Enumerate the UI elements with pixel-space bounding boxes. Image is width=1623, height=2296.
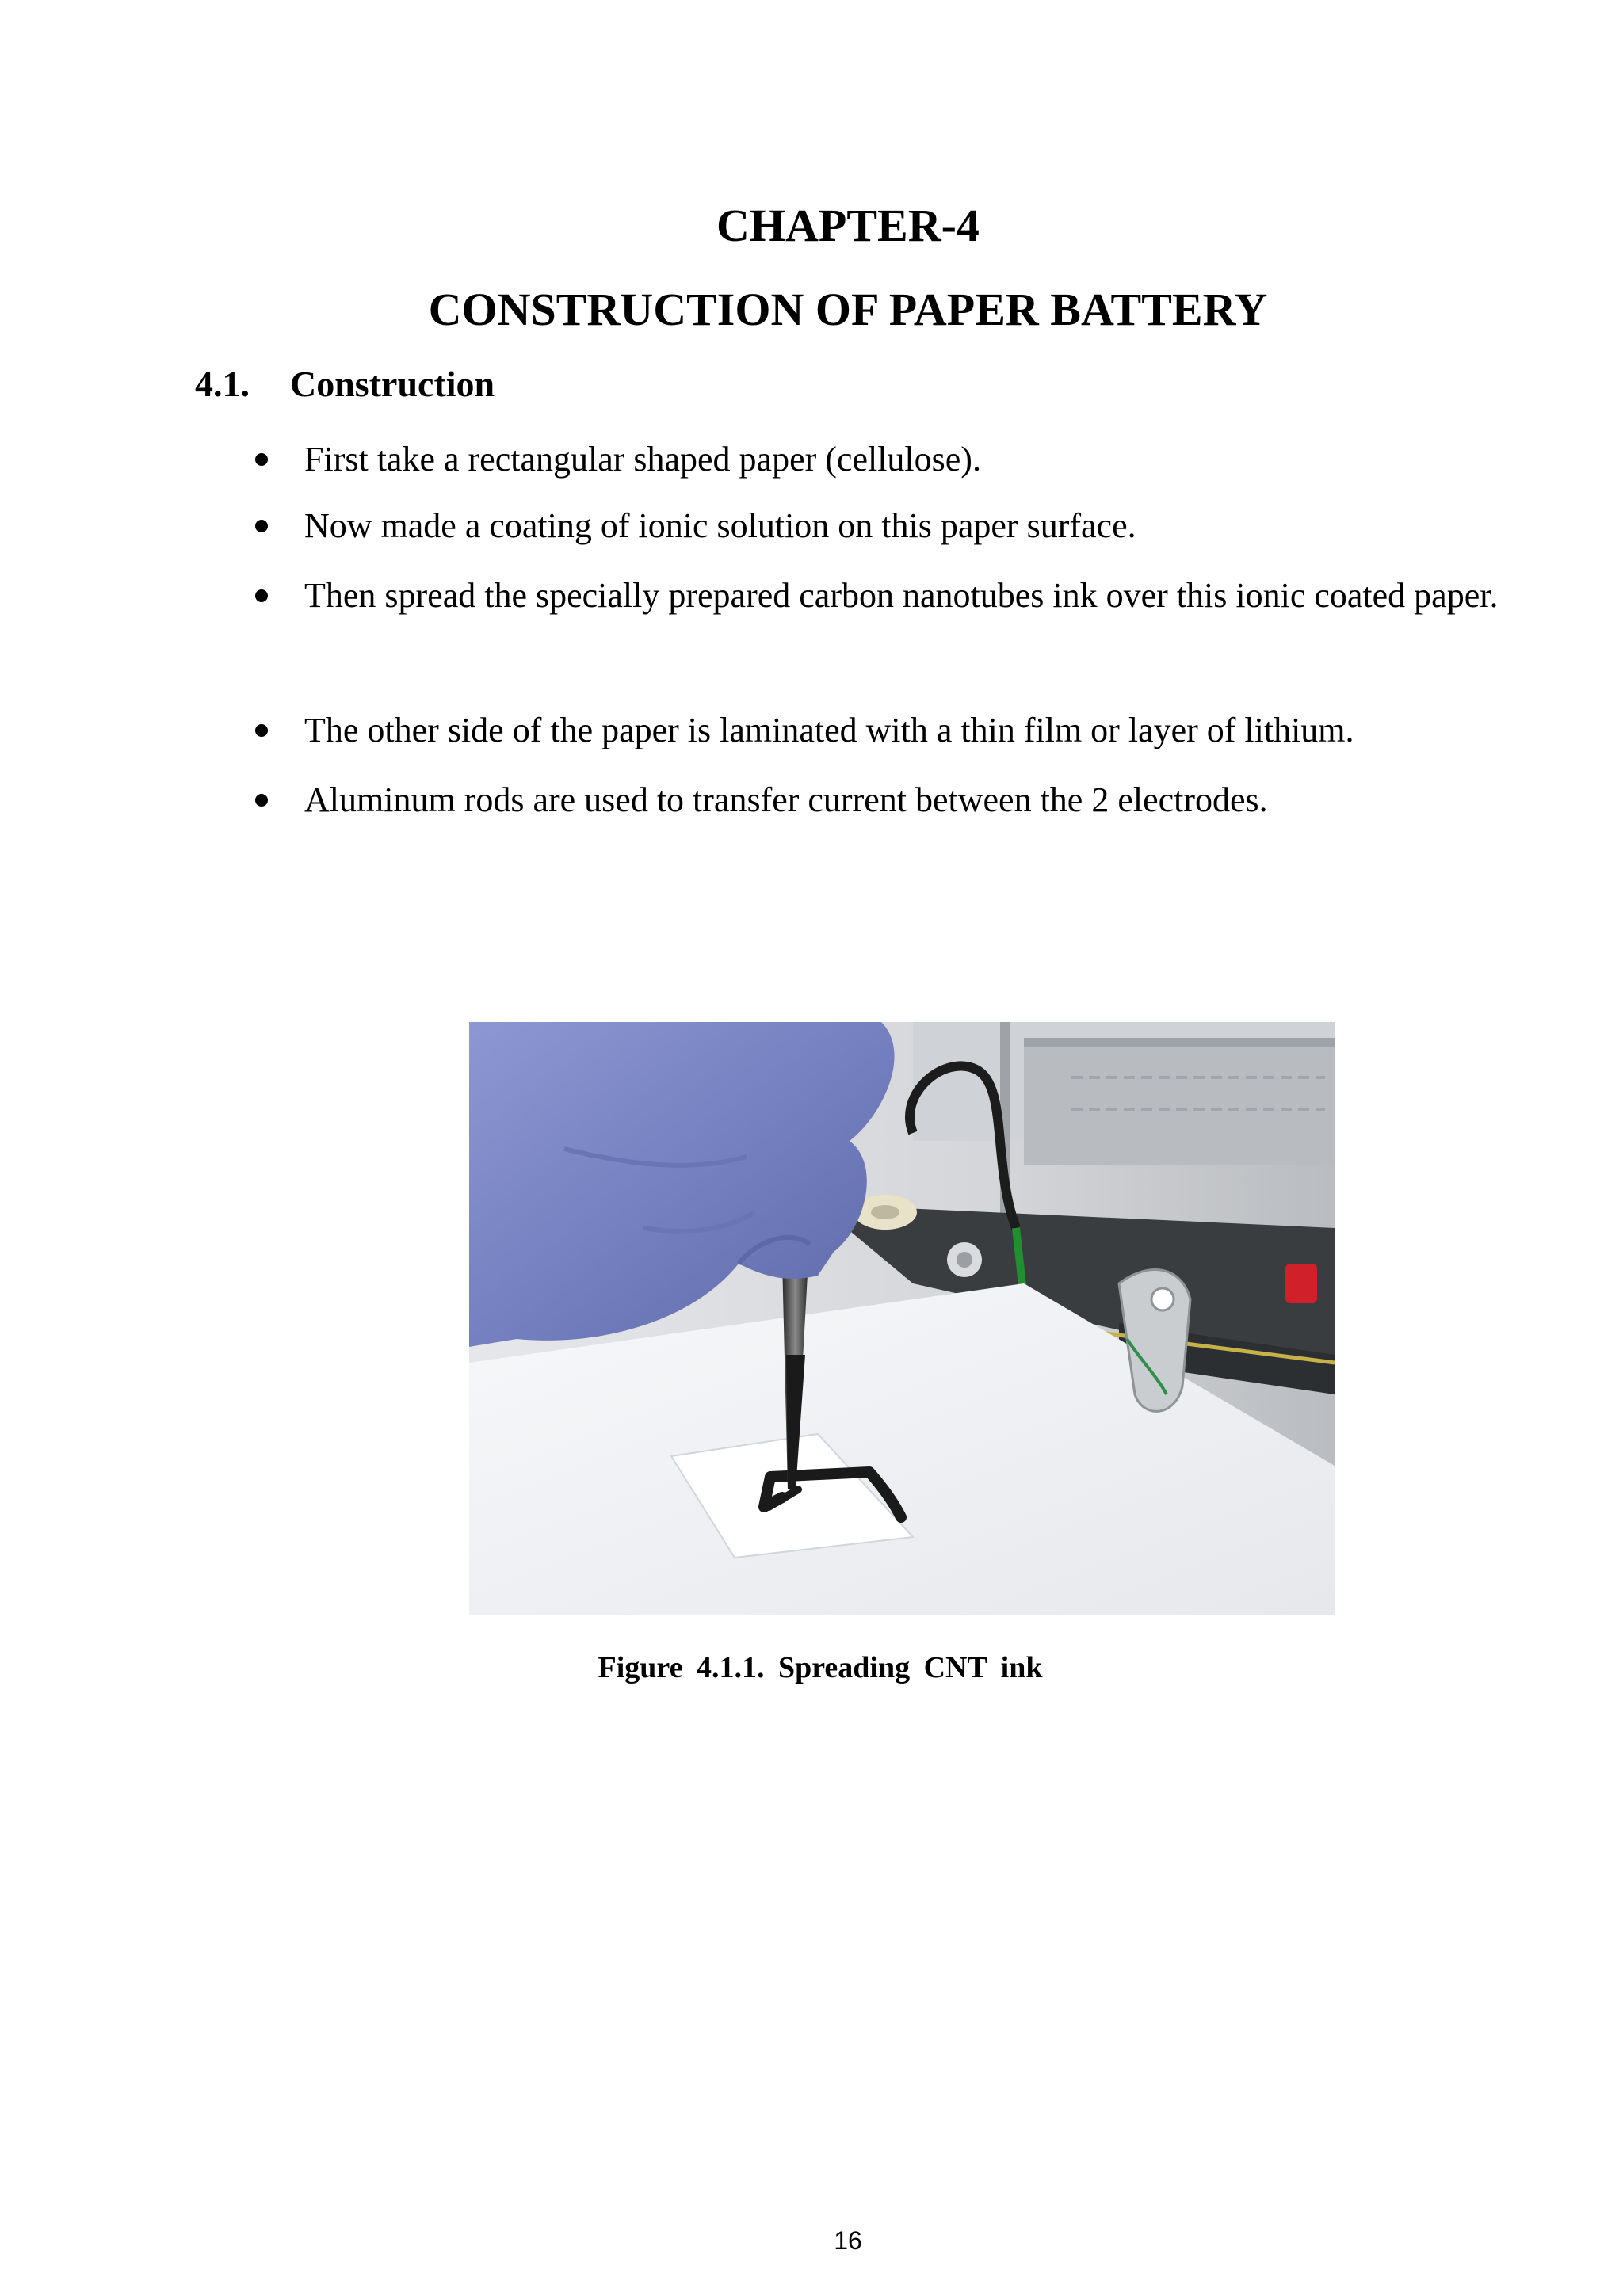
list-item-text: Now made a coating of ionic solution on this paper surface. — [304, 506, 1136, 545]
chapter-subtitle: CONSTRUCTION OF PAPER BATTERY — [428, 284, 1268, 335]
bullet-icon — [255, 589, 268, 602]
bullet-icon — [255, 794, 268, 807]
list-item-text: First take a rectangular shaped paper (cellulose). — [304, 440, 981, 479]
figure-photo — [469, 1022, 1335, 1615]
chapter-title: CHAPTER-4 — [716, 200, 980, 251]
list-item-text: Aluminum rods are used to transfer current between the 2 electrodes. — [304, 780, 1268, 819]
section-number: 4.1. — [195, 364, 250, 404]
list-item-text: The other side of the paper is laminated with a thin film or layer of lithium. — [304, 711, 1354, 749]
page-number: 16 — [834, 2226, 862, 2255]
bullet-icon — [255, 520, 268, 532]
bullet-icon — [255, 724, 268, 737]
list-item-text: Then spread the specially prepared carbon nanotubes ink over this ionic coated paper. — [304, 576, 1499, 615]
bullet-icon — [255, 453, 268, 466]
section-title: Construction — [290, 364, 495, 404]
cnt-ink-photo — [469, 1022, 1335, 1615]
figure-caption: Figure 4.1.1. Spreading CNT ink — [598, 1651, 1043, 1684]
section-heading — [195, 366, 495, 402]
